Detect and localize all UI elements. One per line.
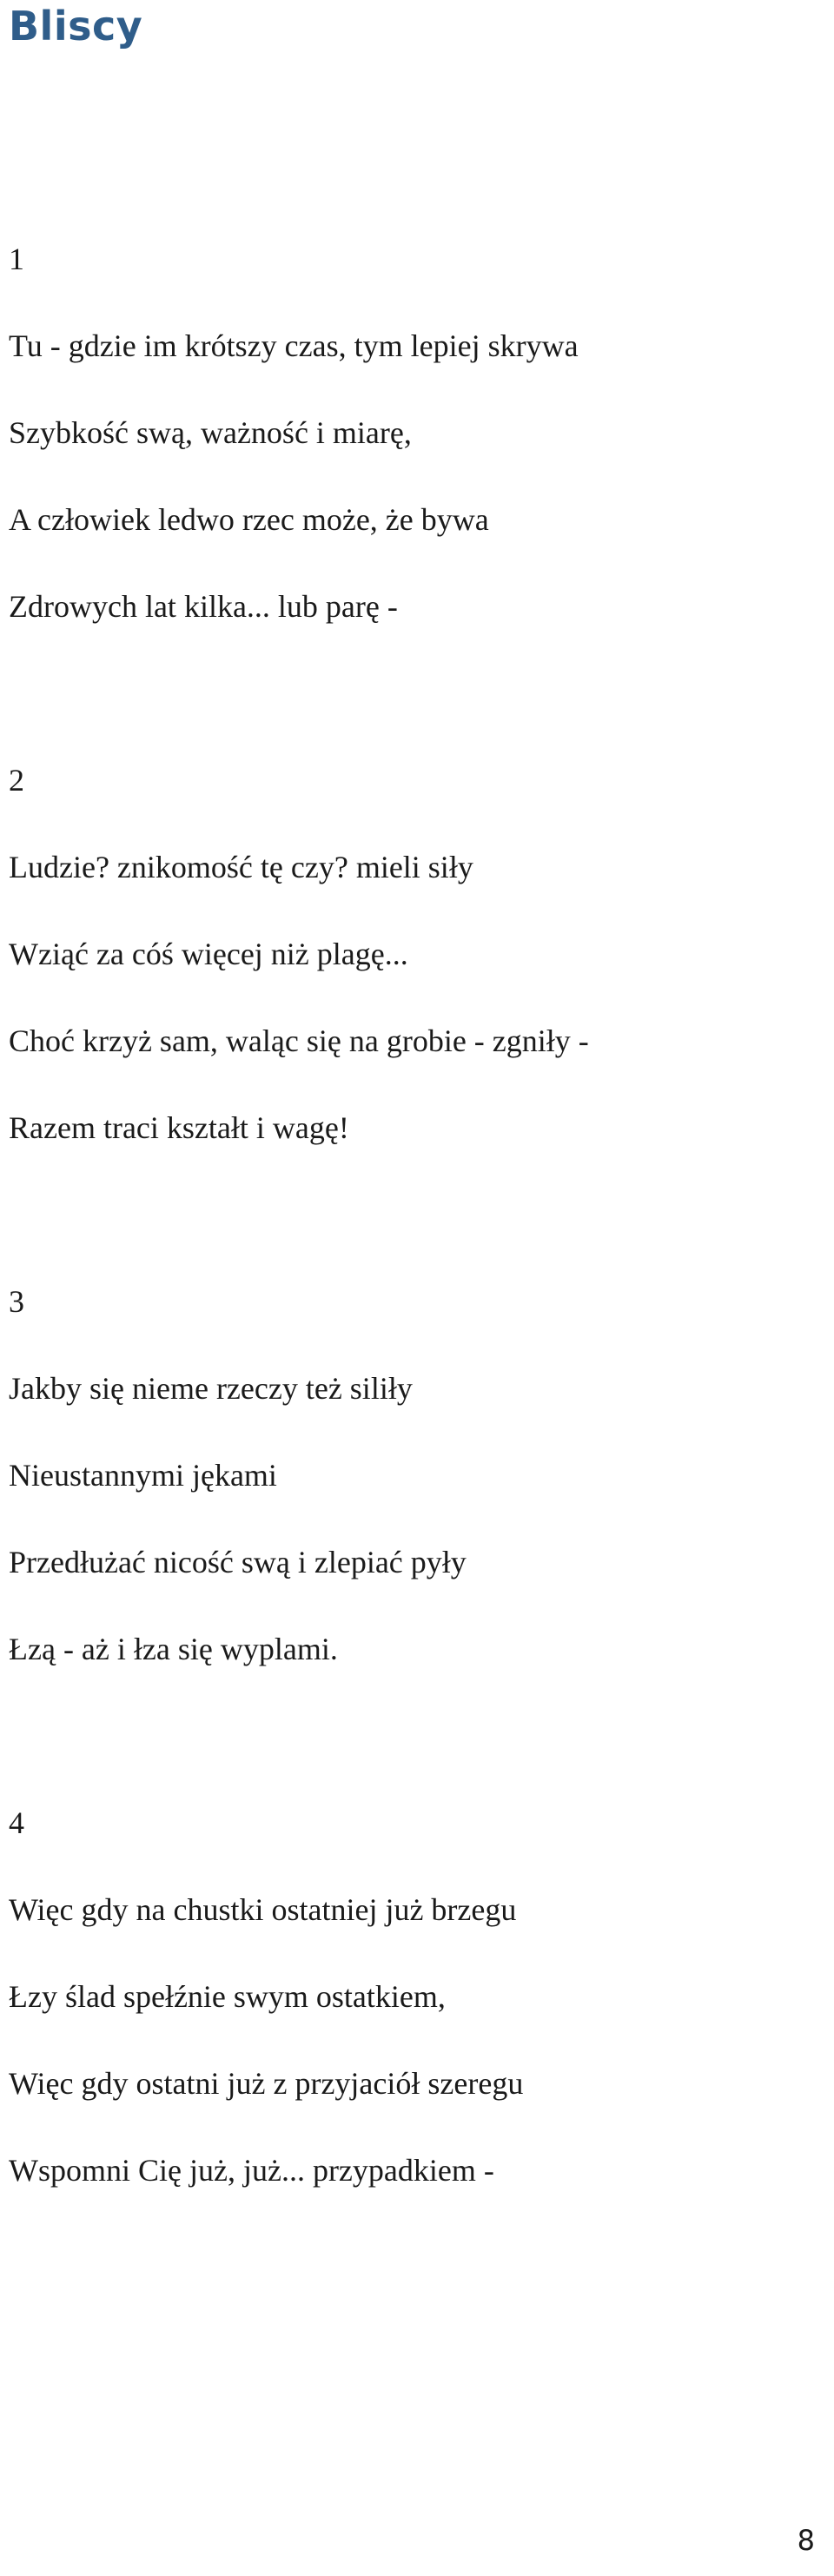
poem-line: Zdrowych lat kilka... lub parę - bbox=[9, 589, 398, 624]
poem-line: Wspomni Cię już, już... przypadkiem - bbox=[9, 2153, 494, 2188]
page-number: 8 bbox=[797, 2524, 815, 2557]
stanza-number: 1 bbox=[9, 242, 24, 276]
poem-line: Więc gdy ostatni już z przyjaciół szeregu bbox=[9, 2066, 524, 2101]
poem-line: A człowiek ledwo rzec może, że bywa bbox=[9, 502, 489, 537]
poem-line: Razem traci kształt i wagę! bbox=[9, 1110, 349, 1145]
poem-line: Więc gdy na chustki ostatniej już brzegu bbox=[9, 1892, 517, 1927]
poem-line: Łzą - aż i łza się wyplami. bbox=[9, 1632, 338, 1666]
poem-line: Choć krzyż sam, waląc się na grobie - zgniły - bbox=[9, 1023, 589, 1058]
poem-line: Łzy ślad spełźnie swym ostatkiem, bbox=[9, 1979, 446, 2014]
stanza-number: 2 bbox=[9, 763, 24, 798]
poem-line: Ludzie? znikomość tę czy? mieli siły bbox=[9, 850, 473, 884]
stanza-number: 3 bbox=[9, 1284, 24, 1319]
poem-title: Bliscy bbox=[9, 3, 143, 50]
poem-line: Szybkość swą, ważność i miarę, bbox=[9, 415, 412, 450]
poem-line: Nieustannymi jękami bbox=[9, 1458, 277, 1493]
stanza-number: 4 bbox=[9, 1805, 24, 1840]
poem-line: Tu - gdzie im krótszy czas, tym lepiej skrywa bbox=[9, 328, 579, 363]
poem-line: Wziąć za cóś więcej niż plagę... bbox=[9, 937, 408, 971]
poem-line: Przedłużać nicość swą i zlepiać pyły bbox=[9, 1545, 467, 1579]
poem-line: Jakby się nieme rzeczy też siliły bbox=[9, 1371, 413, 1406]
